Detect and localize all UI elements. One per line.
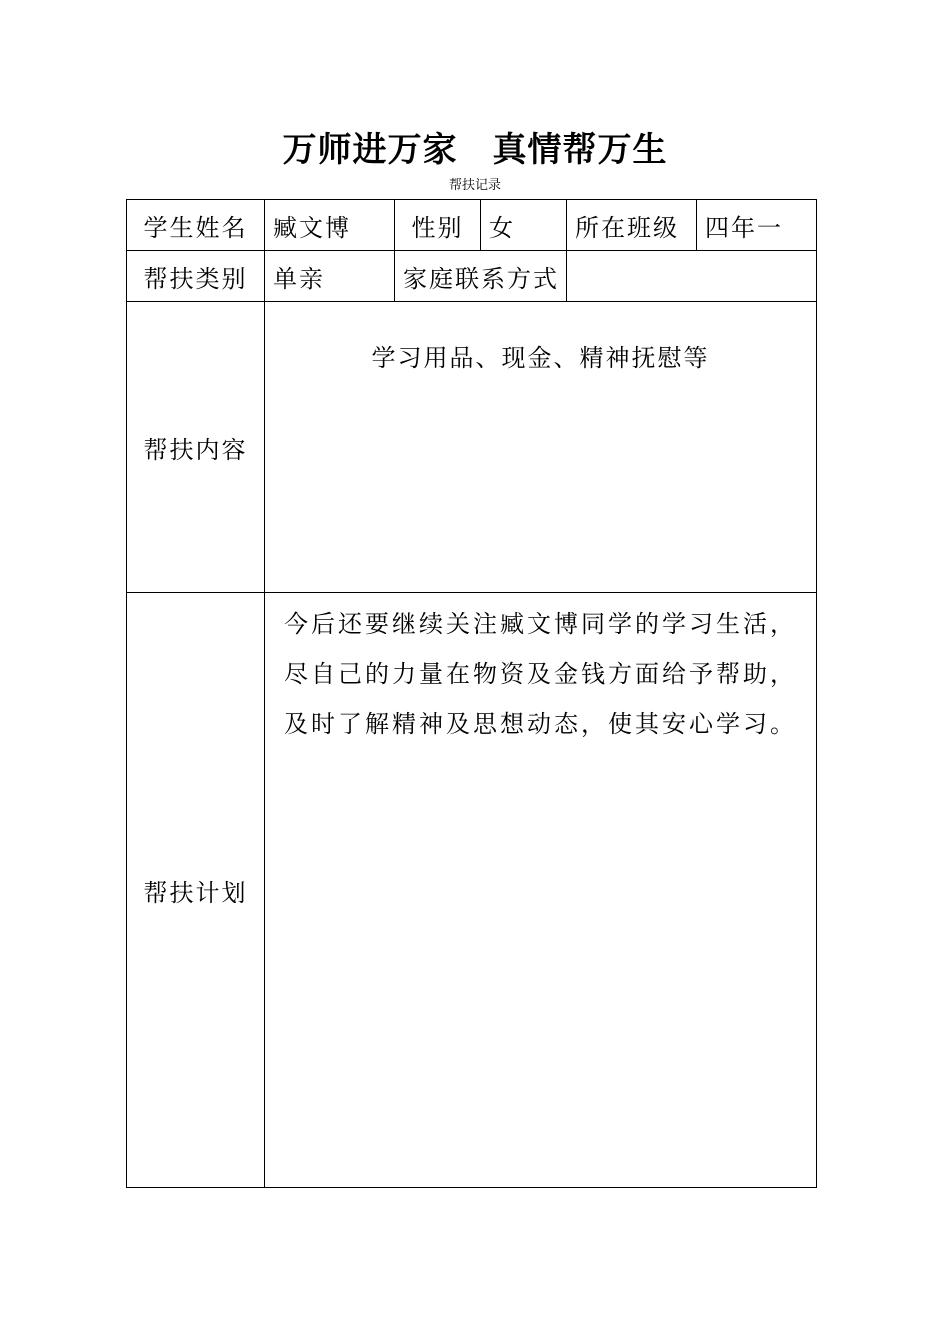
student-name-label: 学生姓名: [127, 200, 265, 251]
contact-label: 家庭联系方式: [395, 251, 567, 302]
aid-content-label: 帮扶内容: [127, 302, 265, 593]
table-row: [127, 251, 817, 302]
contact-value: [567, 251, 817, 302]
aid-content-cell: [265, 302, 817, 593]
class-label: 所在班级: [567, 200, 697, 251]
aid-content-value: 学习用品、现金、精神抚慰等: [371, 344, 710, 372]
aid-plan-label: 帮扶计划: [127, 593, 265, 1188]
aid-type-label: 帮扶类别: [127, 251, 265, 302]
aid-record-table: [126, 199, 817, 1188]
table-row: [127, 302, 817, 593]
aid-plan-cell: [265, 593, 817, 1188]
aid-plan-value: 今后还要继续关注臧文博同学的学习生活，尽自己的力量在物资及金钱方面给予帮助，及时了解精神及思想动态，使其安心学习。: [284, 610, 797, 738]
aid-type-value: 单亲: [265, 251, 395, 302]
document-subtitle: 帮扶记录: [448, 178, 501, 193]
document-title: 万师进万家 真情帮万生: [282, 130, 668, 170]
gender-value: 女: [481, 200, 567, 251]
student-name-value: 臧文博: [265, 200, 395, 251]
table-row: [127, 200, 817, 251]
table-row: [127, 593, 817, 1188]
class-value: 四年一: [697, 200, 817, 251]
gender-label: 性别: [395, 200, 481, 251]
